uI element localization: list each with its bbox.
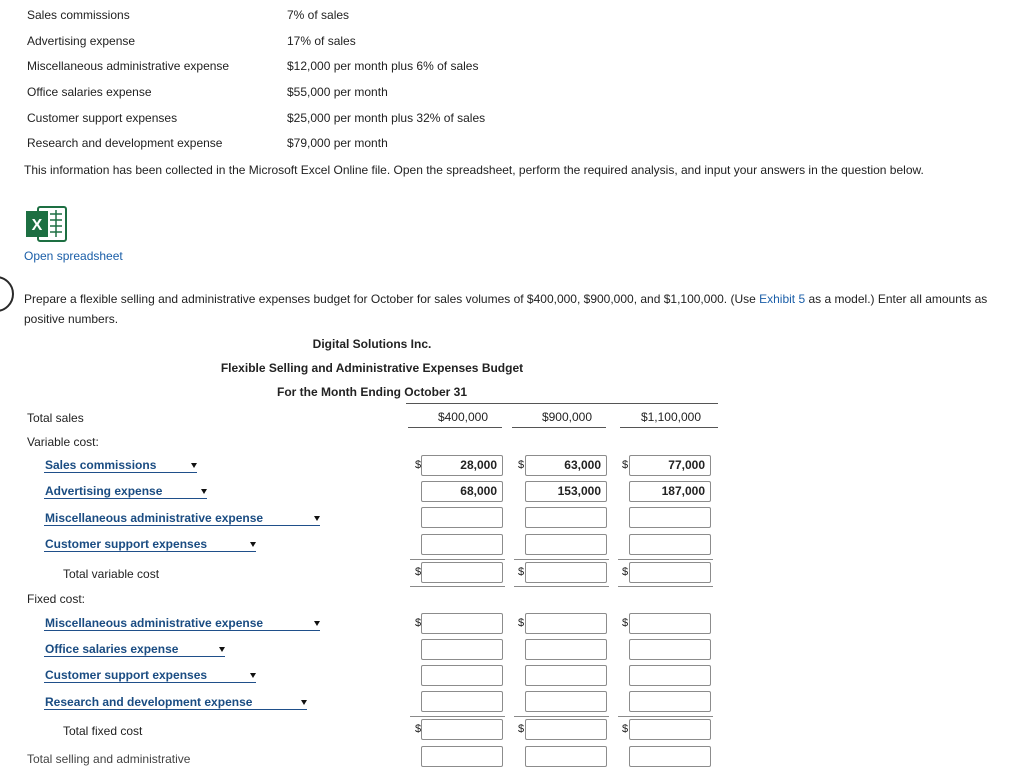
info-value: $55,000 per month xyxy=(287,85,388,99)
info-value: 17% of sales xyxy=(287,34,356,48)
dollar-sign: $ xyxy=(622,723,629,735)
column-header: $400,000 xyxy=(437,410,488,424)
amount-input[interactable] xyxy=(525,746,607,767)
fixed-expense-dropdown[interactable] xyxy=(44,695,307,710)
amount-input[interactable] xyxy=(525,507,607,528)
total-selling-admin-label: Total selling and administrative xyxy=(27,752,191,766)
excel-icon[interactable] xyxy=(24,205,68,243)
dollar-sign: $ xyxy=(415,723,422,735)
amount-input[interactable] xyxy=(629,639,711,660)
subtotal-line xyxy=(410,559,505,560)
variable-cost-label: Variable cost: xyxy=(27,435,99,449)
chevron-down-icon xyxy=(250,542,256,547)
variable-expense-dropdown[interactable] xyxy=(44,511,320,526)
question-marker xyxy=(0,276,14,312)
chevron-down-icon xyxy=(314,621,320,626)
amount-input[interactable]: 63,000 xyxy=(525,455,607,476)
dropdown-label: Customer support expenses xyxy=(45,537,208,551)
chevron-down-icon xyxy=(250,673,256,678)
total-sales-label: Total sales xyxy=(27,411,84,425)
info-label: Office salaries expense xyxy=(27,85,152,99)
fixed-cost-label: Fixed cost: xyxy=(27,592,86,606)
amount-input[interactable] xyxy=(629,665,711,686)
header-divider xyxy=(406,403,718,404)
svg-text:X: X xyxy=(31,217,43,234)
dollar-sign: $ xyxy=(415,459,422,471)
amount-input[interactable] xyxy=(421,746,503,767)
subtotal-line xyxy=(410,716,505,717)
subtotal-line xyxy=(514,716,609,717)
amount-input[interactable]: 77,000 xyxy=(629,455,711,476)
amount-input[interactable] xyxy=(525,562,607,583)
question-text xyxy=(24,289,1009,329)
dropdown-label: Office salaries expense xyxy=(45,642,179,656)
variable-expense-dropdown[interactable] xyxy=(44,537,256,552)
amount-input[interactable] xyxy=(629,746,711,767)
amount-input[interactable] xyxy=(421,562,503,583)
dollar-sign: $ xyxy=(622,617,629,629)
chevron-down-icon xyxy=(301,700,307,705)
info-value: $79,000 per month xyxy=(287,136,388,150)
dropdown-label: Sales commissions xyxy=(45,458,157,472)
subtotal-line xyxy=(618,559,713,560)
dollar-sign: $ xyxy=(622,566,629,578)
chevron-down-icon xyxy=(191,463,197,468)
company-name: Digital Solutions Inc. xyxy=(312,337,432,351)
column-header: $1,100,000 xyxy=(640,410,701,424)
column-underline xyxy=(408,427,502,428)
dollar-sign: $ xyxy=(415,566,422,578)
dropdown-label: Miscellaneous administrative expense xyxy=(45,511,264,525)
dollar-sign: $ xyxy=(518,617,525,629)
amount-input[interactable] xyxy=(629,562,711,583)
dollar-sign: $ xyxy=(622,459,629,471)
amount-input[interactable] xyxy=(629,691,711,712)
dollar-sign: $ xyxy=(518,723,525,735)
amount-input[interactable] xyxy=(525,719,607,740)
info-value: $25,000 per month plus 32% of sales xyxy=(287,111,486,125)
total-fixed-cost-label: Total fixed cost xyxy=(63,724,143,738)
column-underline xyxy=(620,427,718,428)
variable-expense-dropdown[interactable] xyxy=(44,484,207,499)
info-value: $12,000 per month plus 6% of sales xyxy=(287,59,479,73)
amount-input[interactable] xyxy=(421,665,503,686)
amount-input[interactable] xyxy=(421,639,503,660)
total-line xyxy=(618,586,713,587)
info-label: Miscellaneous administrative expense xyxy=(27,59,230,73)
dropdown-label: Customer support expenses xyxy=(45,668,208,682)
amount-input[interactable] xyxy=(525,534,607,555)
budget-period: For the Month Ending October 31 xyxy=(277,385,467,399)
info-label: Sales commissions xyxy=(27,8,130,22)
amount-input[interactable] xyxy=(421,534,503,555)
dropdown-label: Miscellaneous administrative expense xyxy=(45,616,264,630)
variable-expense-dropdown[interactable] xyxy=(44,458,197,473)
amount-input[interactable]: 153,000 xyxy=(525,481,607,502)
amount-input[interactable] xyxy=(421,507,503,528)
dropdown-label: Research and development expense xyxy=(45,695,253,709)
amount-input[interactable] xyxy=(629,719,711,740)
amount-input[interactable]: 28,000 xyxy=(421,455,503,476)
dollar-sign: $ xyxy=(518,566,525,578)
subtotal-line xyxy=(618,716,713,717)
chevron-down-icon xyxy=(201,489,207,494)
fixed-expense-dropdown[interactable] xyxy=(44,616,320,631)
question-text-start: Prepare a flexible selling and administrative expenses budget for October for sales volumes of $400,000, $900,000, and $1,100,000. (Use xyxy=(24,292,760,306)
amount-input[interactable] xyxy=(525,639,607,660)
amount-input[interactable]: 187,000 xyxy=(629,481,711,502)
column-header: $900,000 xyxy=(541,410,592,424)
amount-input[interactable] xyxy=(421,613,503,634)
amount-input[interactable]: 68,000 xyxy=(421,481,503,502)
amount-input[interactable] xyxy=(629,613,711,634)
amount-input[interactable] xyxy=(525,665,607,686)
fixed-expense-dropdown[interactable] xyxy=(44,642,225,657)
amount-input[interactable] xyxy=(421,691,503,712)
budget-title: Flexible Selling and Administrative Expenses Budget xyxy=(220,361,524,375)
column-underline xyxy=(512,427,606,428)
question-text-end: as a model.) Enter all amounts as positive numbers. xyxy=(24,292,988,326)
amount-input[interactable] xyxy=(629,507,711,528)
chevron-down-icon xyxy=(219,647,225,652)
amount-input[interactable] xyxy=(629,534,711,555)
info-label: Research and development expense xyxy=(27,136,223,150)
amount-input[interactable] xyxy=(525,613,607,634)
excel-info-note: This information has been collected in the Microsoft Excel Online file. Open the spreadsheet, perform the required analysis, and input your answers in the question below. xyxy=(24,163,924,177)
fixed-expense-dropdown[interactable] xyxy=(44,668,256,683)
exhibit-link[interactable]: Exhibit 5 xyxy=(759,292,806,306)
info-label: Advertising expense xyxy=(27,34,136,48)
chevron-down-icon xyxy=(314,516,320,521)
open-spreadsheet-link[interactable]: Open spreadsheet xyxy=(24,249,123,263)
amount-input[interactable] xyxy=(421,719,503,740)
info-value: 7% of sales xyxy=(287,8,350,22)
dollar-sign: $ xyxy=(415,617,422,629)
total-variable-cost-label: Total variable cost xyxy=(63,567,160,581)
dollar-sign: $ xyxy=(518,459,525,471)
dropdown-label: Advertising expense xyxy=(45,484,163,498)
total-line xyxy=(514,586,609,587)
info-label: Customer support expenses xyxy=(27,111,178,125)
amount-input[interactable] xyxy=(525,691,607,712)
total-line xyxy=(410,586,505,587)
subtotal-line xyxy=(514,559,609,560)
